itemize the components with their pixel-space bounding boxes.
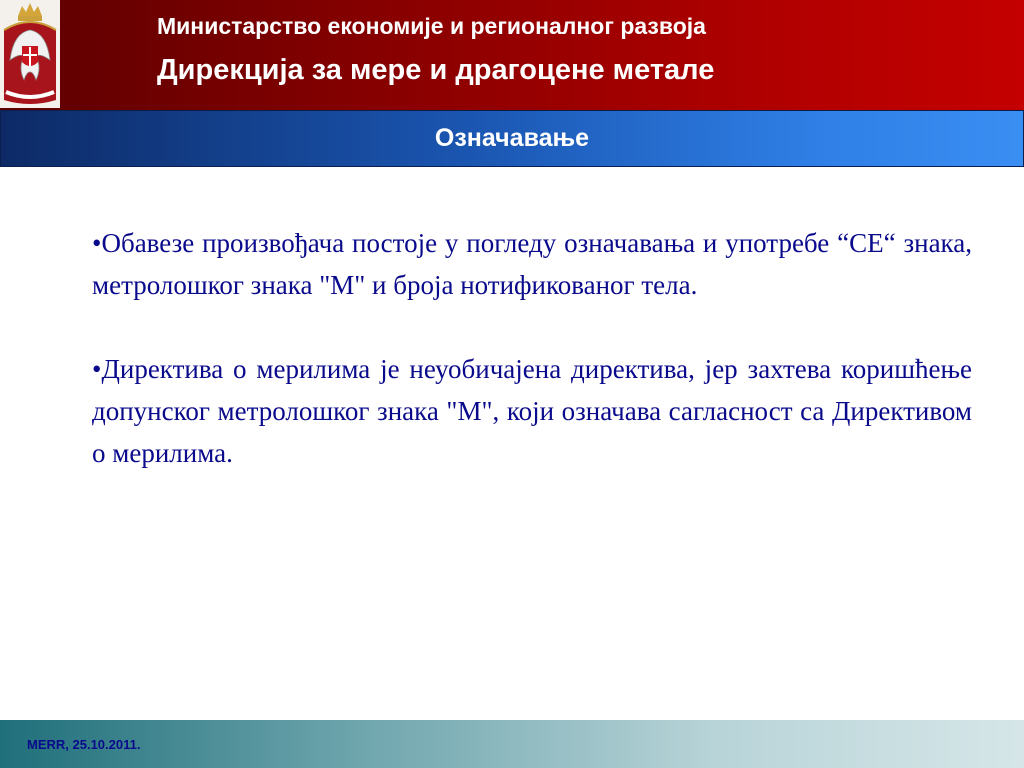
footer-bar xyxy=(0,720,1024,768)
header-banner xyxy=(0,0,1024,110)
directorate-name: Дирекција за мере и драгоцене метале xyxy=(157,54,715,86)
slide-body xyxy=(92,222,972,516)
bullet-paragraph-1: •Обавезе произвођача постоје у погледу означавања и употребе “CE“ знака, метролошког знака "M" и броја нотификованог тела. xyxy=(92,228,972,300)
ministry-name: Министарство економије и регионалног развоја xyxy=(157,13,706,39)
footer-date-label: MERR, 25.10.2011. xyxy=(27,737,141,752)
slide-title: Означавање xyxy=(434,124,590,152)
serbian-coat-of-arms-icon xyxy=(0,0,60,108)
title-band xyxy=(0,110,1024,167)
bullet-paragraph-2: •Директива о мерилима је неуобичајена директива, јер захтева коришћење допунског метролошког знака "M", који означава сагласност са Директивом о мерилима. xyxy=(92,354,972,468)
